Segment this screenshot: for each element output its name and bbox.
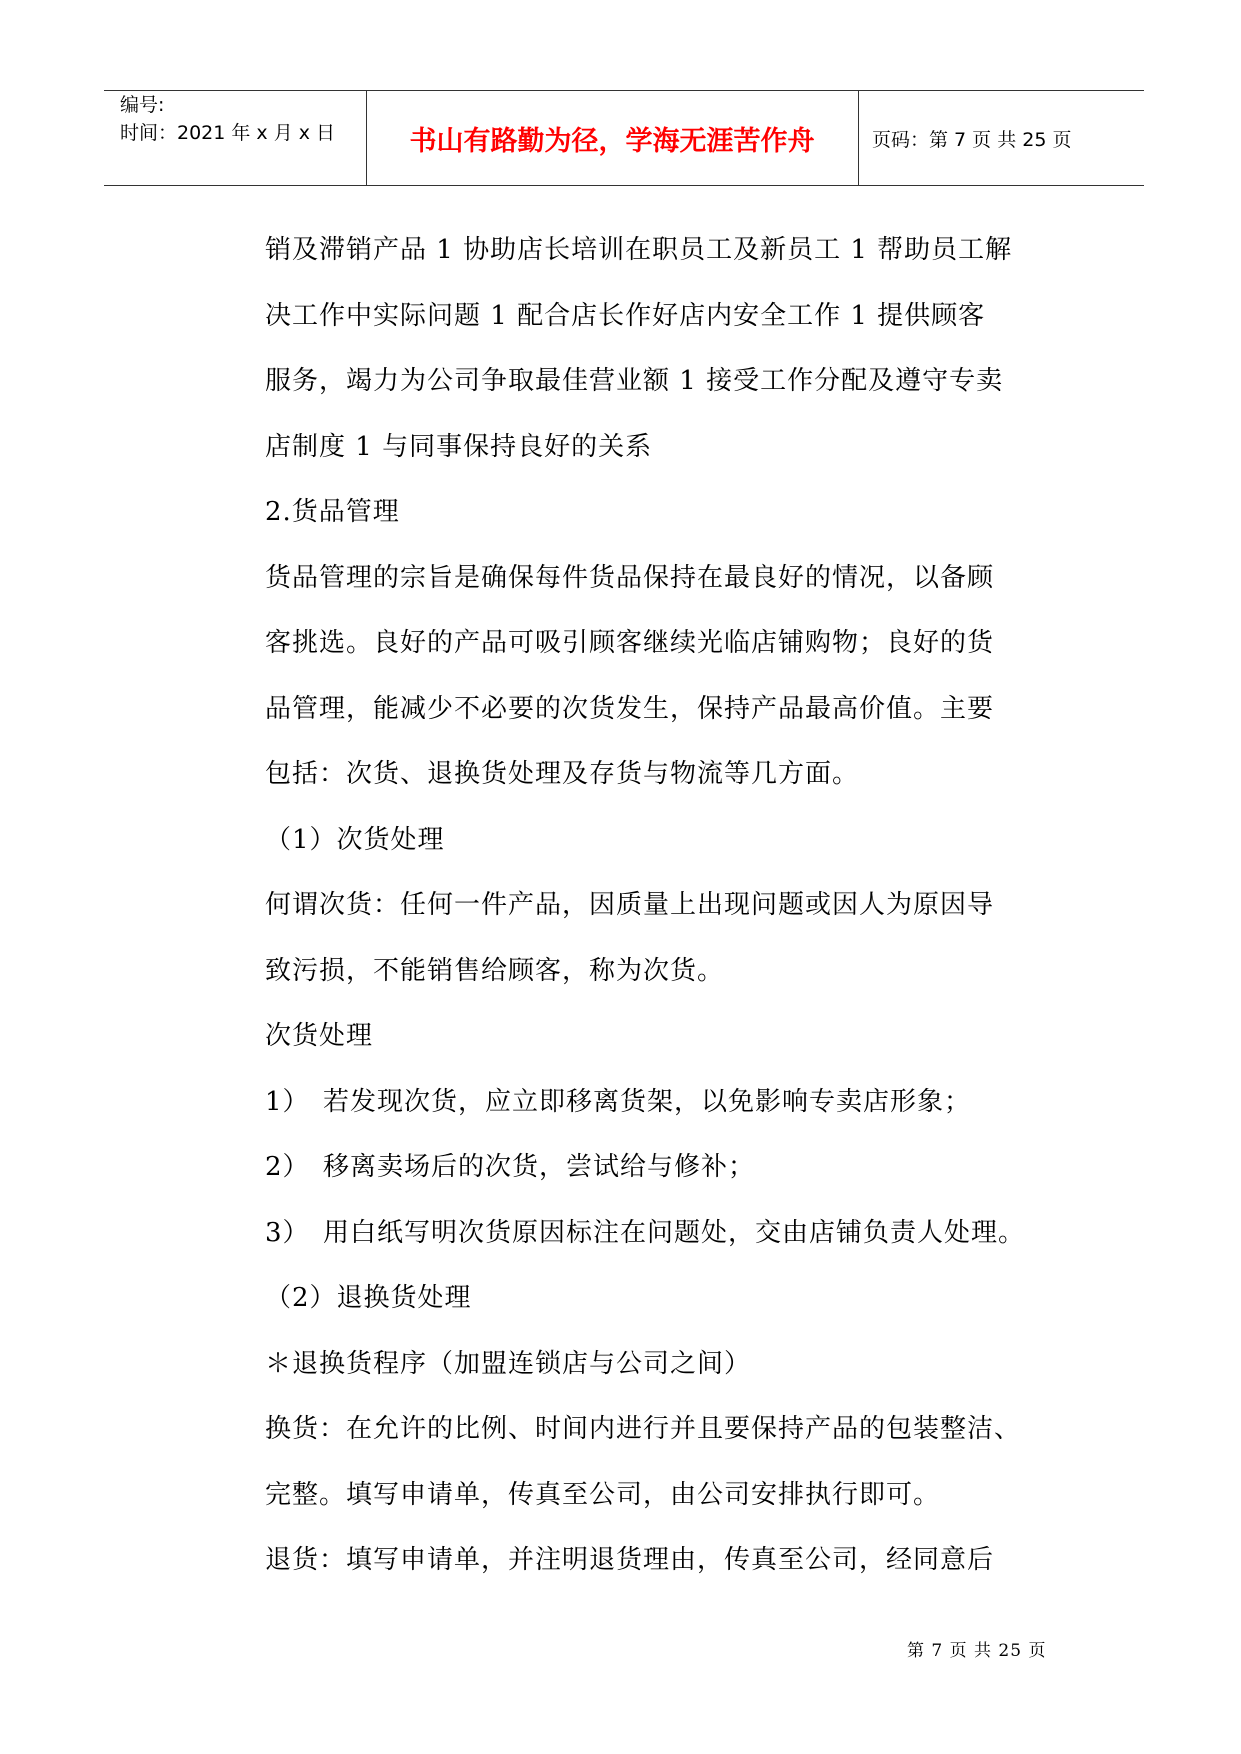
subsection-heading-returns: （2）退换货处理 [265,1283,472,1313]
body-line: 包括：次货、退换货处理及存货与物流等几方面。 [265,759,860,789]
body-line: 完整。填写申请单，传真至公司，由公司安排执行即可。 [265,1479,941,1510]
list-item-text: 移离卖场后的次货，尝试给与修补； [323,1152,756,1182]
page-header [104,90,1144,186]
body-line: 品管理，能减少不必要的次货发生，保持产品最高价值。主要 [265,693,995,724]
body-line: 退货：填写申请单，并注明退货理由，传真至公司，经同意后 [265,1545,995,1575]
list-item-number: 3） [265,1217,310,1248]
header-divider-right [858,91,859,185]
body-line: 致污损，不能销售给顾客，称为次货。 [265,955,725,986]
document-number-label: 编号: [120,94,165,116]
list-item [265,1201,1075,1267]
body-line: 何谓次货：任何一件产品，因质量上出现问题或因人为原因导 [265,890,995,920]
body-line: 服务，竭力为公司争取最佳营业额 1 接受工作分配及遵守专卖 [265,366,1004,396]
subsection-heading-defective-goods: （1）次货处理 [265,824,445,855]
section-heading-goods-management: 2.货品管理 [265,497,400,527]
body-line: 决工作中实际问题 1 配合店长作好店内安全工作 1 提供顾客 [265,300,986,331]
body-line: 销及滞销产品 1 协助店长培训在职员工及新员工 1 帮助员工解 [265,235,1013,265]
document-time-label: 时间：2021 年 x 月 x 日 [120,122,336,144]
list-item-number: 2） [265,1152,310,1182]
page-footer: 第 7 页 共 25 页 [907,1641,1047,1661]
list-item-text: 用白纸写明次货原因标注在问题处，交由店铺负责人处理。 [323,1217,1026,1248]
header-motto: 书山有路勤为径，学海无涯苦作舟 [409,125,815,157]
list-item [265,1070,1075,1136]
body-line: ＊退换货程序（加盟连锁店与公司之间） [265,1348,752,1379]
header-page-code: 页码：第 7 页 共 25 页 [872,128,1072,151]
body-line: 次货处理 [265,1021,374,1051]
list-item [265,1135,1075,1201]
body-line: 换货：在允许的比例、时间内进行并且要保持产品的包装整洁、 [265,1414,1022,1444]
document-body [265,218,1075,1594]
body-line: 客挑选。良好的产品可吸引顾客继续光临店铺购物；良好的货 [265,628,995,658]
list-item-number: 1） [265,1086,310,1117]
body-line: 货品管理的宗旨是确保每件货品保持在最良好的情况，以备顾 [265,562,995,593]
body-line: 店制度 1 与同事保持良好的关系 [265,431,653,462]
list-item-text: 若发现次货，应立即移离货架，以免影响专卖店形象； [323,1086,972,1117]
